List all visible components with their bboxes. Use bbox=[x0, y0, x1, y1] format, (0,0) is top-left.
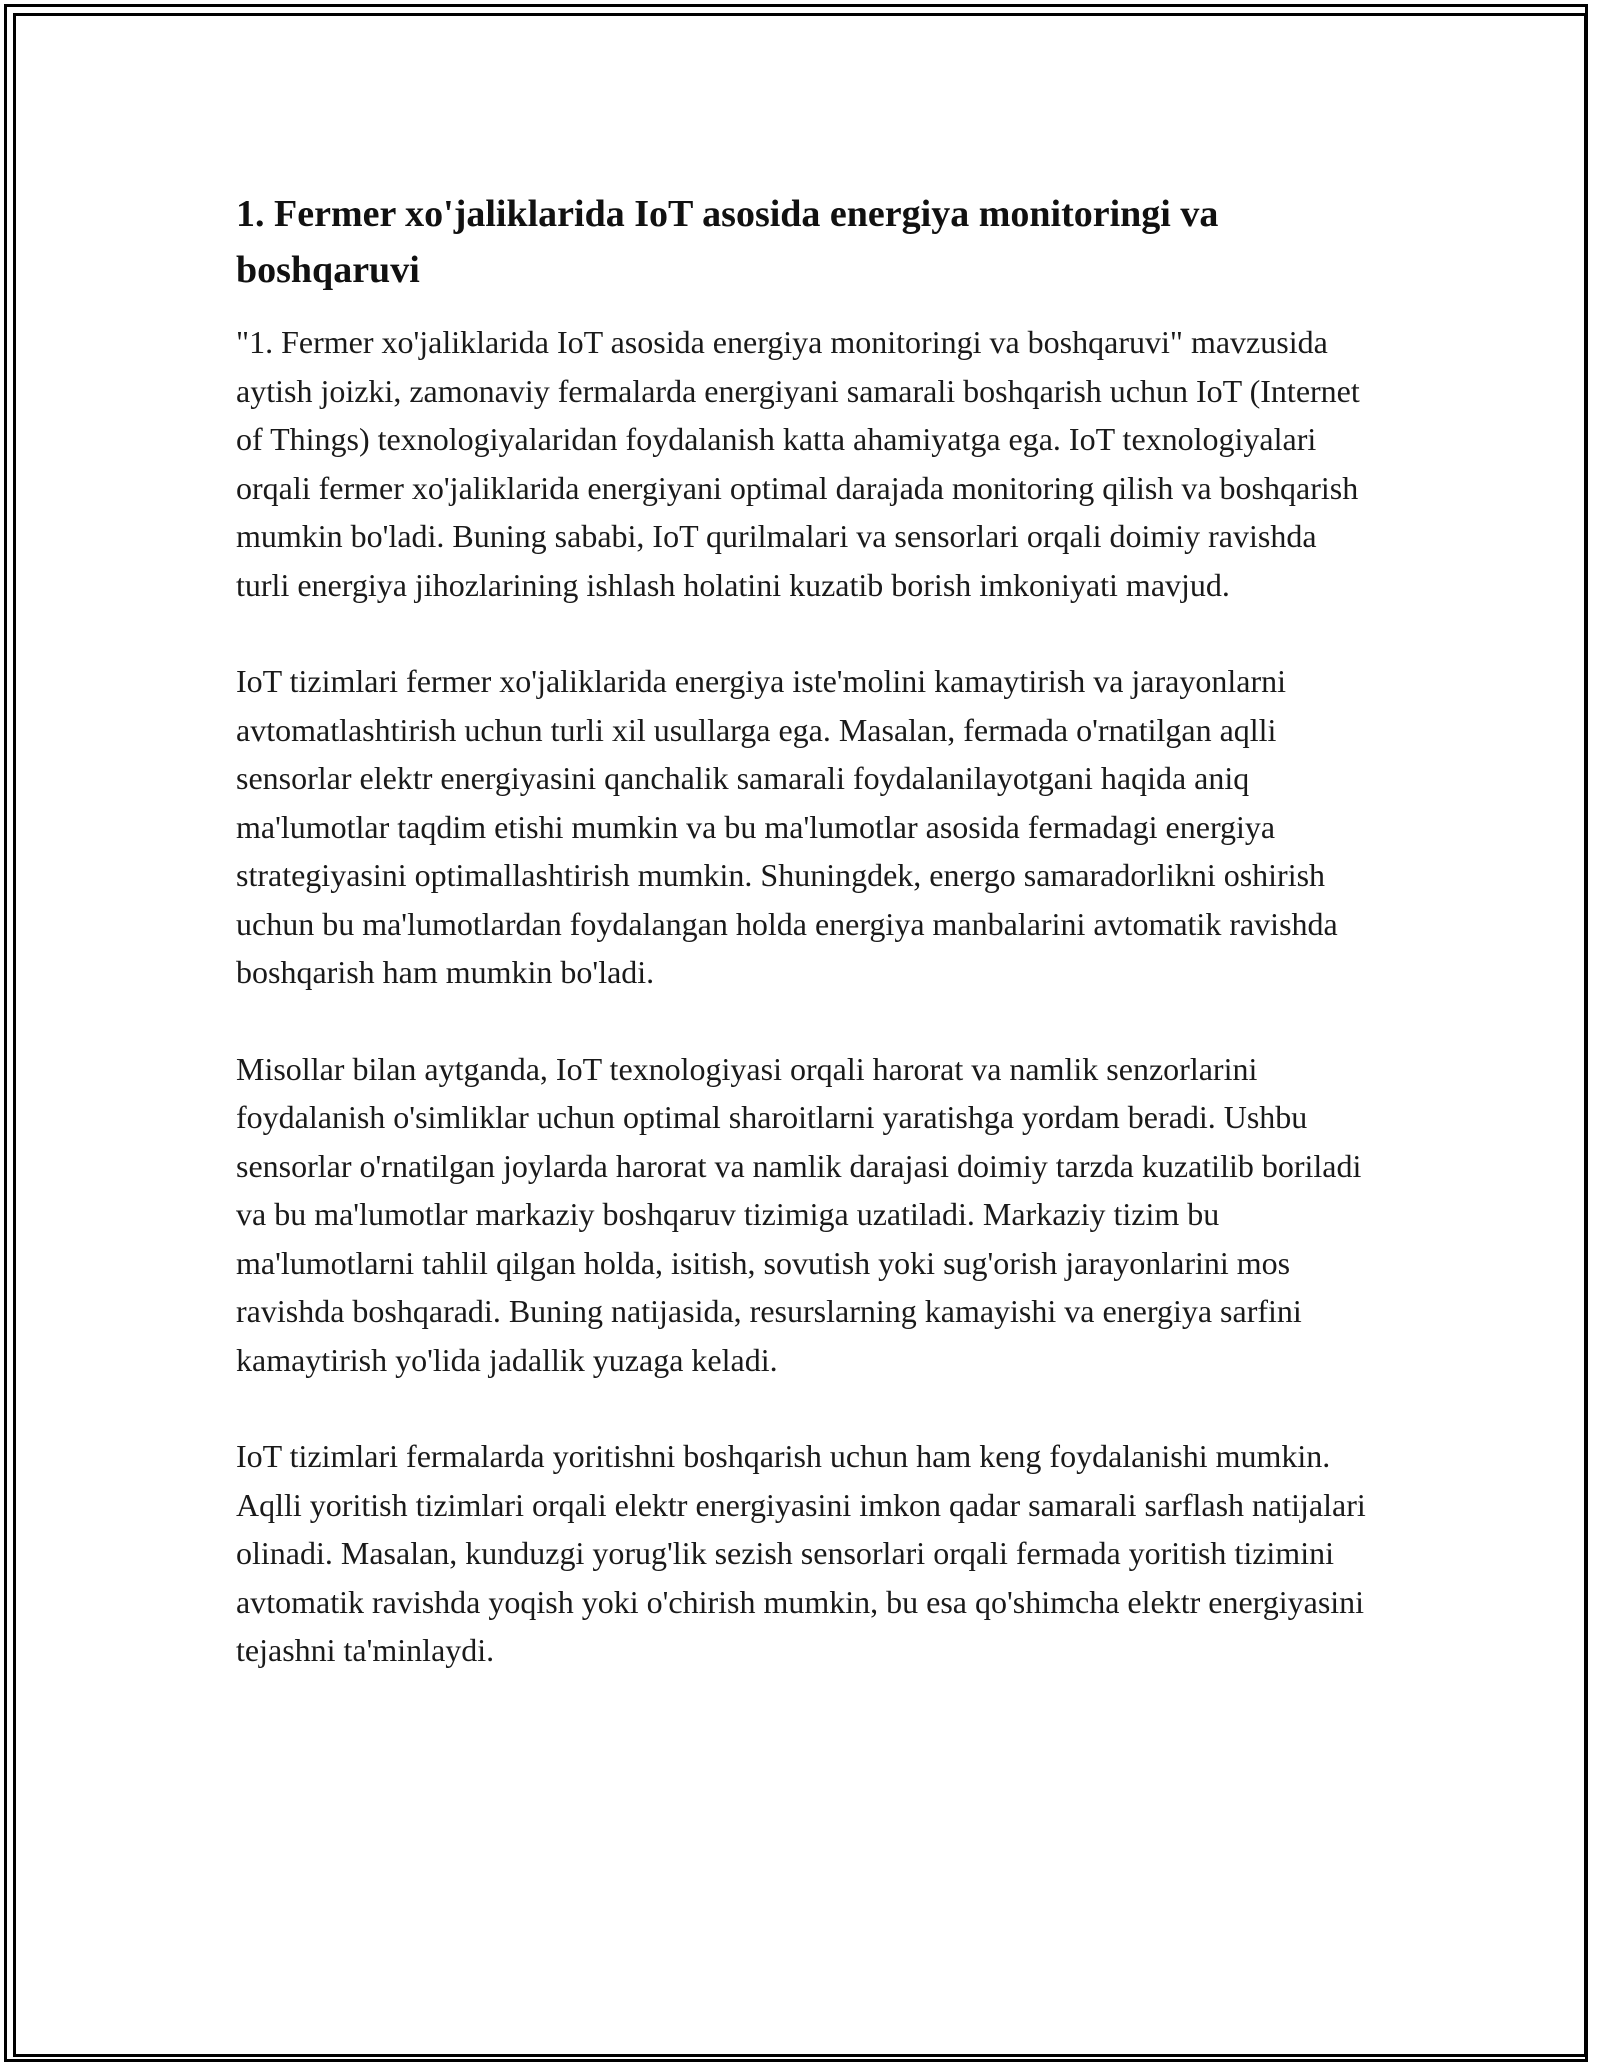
document-title: 1. Fermer xo'jaliklarida IoT asosida energiya monitoringi va boshqaruvi bbox=[236, 193, 1219, 291]
paragraph-temperature-humidity: Misollar bilan aytganda, IoT texnologiyasi orqali harorat va namlik senzorlarini foydalanish o'simliklar uchun optimal sharoitlarni yaratishga yordam beradi. Ushbu sensorlar o'rnatilgan joylarda harorat va namlik darajasi doimiy tarzda kuzatilib boriladi va bu ma'lumotlar markaziy boshqaruv tizimiga uzatiladi. Markaziy tizim bu ma'lumotlarni tahlil qilgan holda, isitish, sovutish yoki sug'orish jarayonlarini mos ravishda boshqaradi. Buning natijasida, resurslarning kamayishi va energiya sarfini kamaytirish yo'lida jadallik yuzaga keladi. bbox=[236, 1050, 1362, 1378]
paragraph-intro: "1. Fermer xo'jaliklarida IoT asosida energiya monitoringi va boshqaruvi" mavzusida aytish joizki, zamonaviy fermalarda energiyani samarali boshqarish uchun IoT (Internet of Things) texnologiyalaridan foydalanish katta ahamiyatga ega. IoT texnologiyalari orqali fermer xo'jaliklarida energiyani optimal darajada monitoring qilish va boshqarish mumkin bo'ladi. Buning sababi, IoT qurilmalari va sensorlari orqali doimiy ravishda turli energiya jihozlarining ishlash holatini kuzatib borish imkoniyati mavjud. bbox=[236, 324, 1360, 603]
paragraph-lighting: IoT tizimlari fermalarda yoritishni boshqarish uchun ham keng foydalanishi mumkin. Aqlli yoritish tizimlari orqali elektr energiyasini imkon qadar samarali sarflash natijalari olinadi. Masalan, kunduzgi yorug'lik sezish sensorlari orqali fermada yoritish tizimini avtomatik ravishda yoqish yoki o'chirish mumkin, bu esa qo'shimcha elektr energiyasini tejashni ta'minlaydi. bbox=[236, 1438, 1366, 1668]
document-body bbox=[236, 186, 1366, 1723]
paragraph-energy-consumption: IoT tizimlari fermer xo'jaliklarida energiya iste'molini kamaytirish va jarayonlarni avtomatlashtirish uchun turli xil usullarga ega. Masalan, fermada o'rnatilgan aqlli sensorlar elektr energiyasini qanchalik samarali foydalanilayotgani haqida aniq ma'lumotlar taqdim etishi mumkin va bu ma'lumotlar asosida fermadagi energiya strategiyasini optimallashtirish mumkin. Shuningdek, energo samaradorlikni oshirish uchun bu ma'lumotlardan foydalangan holda energiya manbalarini avtomatik ravishda boshqarish ham mumkin bo'ladi. bbox=[236, 663, 1338, 990]
